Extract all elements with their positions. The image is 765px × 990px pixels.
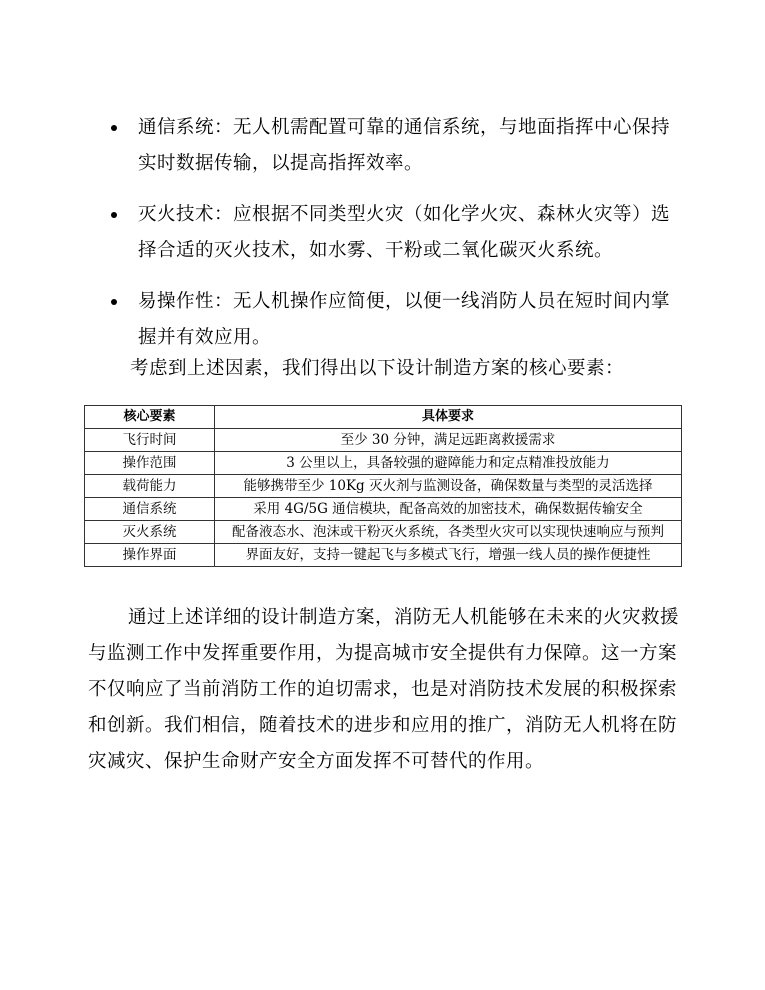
table-cell-element: 操作范围	[85, 452, 215, 475]
bullet-text: 易操作性：无人机操作应简便，以便一线消防人员在短时间内掌握并有效应用。	[138, 291, 671, 348]
table-cell-requirement: 3 公里以上，具备较强的避障能力和定点精准投放能力	[215, 452, 682, 475]
table-cell-requirement: 界面友好，支持一键起飞与多模式飞行，增强一线人员的操作便捷性	[215, 544, 682, 567]
table-row	[85, 521, 682, 544]
table-header-cell: 核心要素	[85, 406, 215, 429]
table-cell-element: 灭火系统	[85, 521, 215, 544]
table-header-row	[85, 406, 682, 429]
bullet-dot-icon	[111, 125, 117, 131]
conclusion-paragraph: 通过上述详细的设计制造方案，消防无人机能够在未来的火灾救援与监测工作中发挥重要作用，为提高城市安全提供有力保障。这一方案不仅响应了当前消防工作的迫切需求，也是对消防技术发展的积极探索和创新。我们相信，随着技术的进步和应用的推广，消防无人机将在防灾减灾、保护生命财产安全方面发挥不可替代的作用。	[88, 607, 680, 772]
table-header-cell: 具体要求	[215, 406, 682, 429]
table-row	[85, 544, 682, 567]
table-cell-element: 操作界面	[85, 544, 215, 567]
table-cell-element: 飞行时间	[85, 429, 215, 452]
bullet-text: 通信系统：无人机需配置可靠的通信系统，与地面指挥中心保持实时数据传输，以提高指挥效率。	[138, 117, 671, 174]
intro-paragraph: 考虑到上述因素，我们得出以下设计制造方案的核心要素：	[130, 358, 625, 379]
bullet-item-firefighting	[108, 197, 688, 269]
table-row	[85, 429, 682, 452]
table-cell-element: 通信系统	[85, 498, 215, 521]
core-elements-table	[84, 405, 682, 567]
table-cell-requirement: 采用 4G/5G 通信模块，配备高效的加密技术，确保数据传输安全	[215, 498, 682, 521]
table-row	[85, 475, 682, 498]
table-row	[85, 452, 682, 475]
table-cell-requirement: 配备液态水、泡沫或干粉灭火系统，各类型火灾可以实现快速响应与预判	[215, 521, 682, 544]
table-row	[85, 498, 682, 521]
bullet-dot-icon	[111, 212, 117, 218]
bullet-item-usability	[108, 284, 688, 356]
bullet-dot-icon	[111, 299, 117, 305]
bullet-item-communication	[108, 110, 688, 182]
table-cell-element: 载荷能力	[85, 475, 215, 498]
bullet-text: 灭火技术：应根据不同类型火灾（如化学火灾、森林火灾等）选择合适的灭火技术，如水雾、干粉或二氧化碳灭火系统。	[138, 204, 671, 261]
table-cell-requirement: 能够携带至少 10Kg 灭火剂与监测设备，确保数量与类型的灵活选择	[215, 475, 682, 498]
table-cell-requirement: 至少 30 分钟，满足远距离救援需求	[215, 429, 682, 452]
requirements-bullet-list	[108, 110, 688, 371]
